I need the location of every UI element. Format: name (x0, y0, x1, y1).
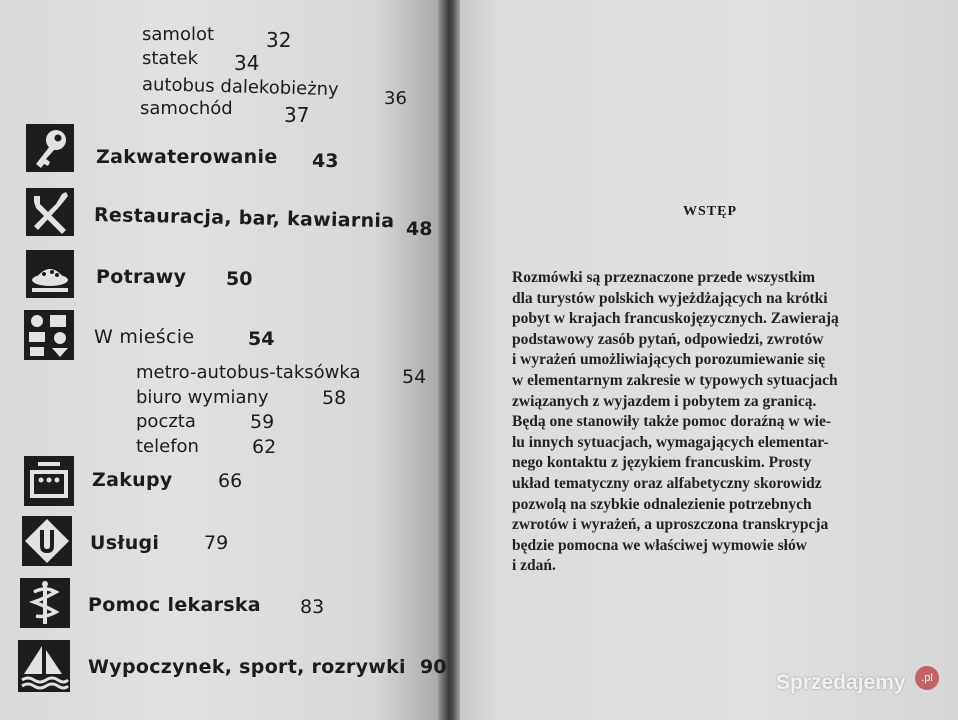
toc-entry-statek: statek (142, 48, 199, 69)
toc-page-metro: 54 (402, 366, 427, 388)
watermark-text: Sprzedajemy (776, 671, 906, 694)
city-icon (24, 310, 74, 360)
toc-page-restauracja: 48 (406, 218, 433, 240)
intro-paragraph (512, 268, 942, 577)
intro-line: będzie pomocna we właściwej wymowie słów (512, 536, 807, 554)
intro-line: Będą one stanowiły także pomoc doraźną w wie- (512, 413, 832, 431)
toc-sub-biuro: biuro wymiany (136, 387, 269, 408)
toc-section-uslugi: Usługi (90, 532, 160, 554)
toc-page-zakupy: 66 (218, 470, 243, 492)
intro-title: WSTĘP (683, 204, 738, 219)
intro-line: i wyrażeń umożliwiających porozumiewanie się (512, 351, 826, 369)
basket-icon (24, 456, 74, 506)
intro-line: lu innych sytuacjach, wymagających elementar- (512, 433, 829, 451)
toc-section-potrawy: Potrawy (96, 266, 187, 288)
toc-page-potrawy: 50 (226, 268, 253, 290)
intro-line: i zdań. (512, 557, 556, 575)
toc-page-pomoc-lekarska: 83 (300, 596, 325, 618)
toc-section-w-miescie: W mieście (94, 326, 195, 348)
intro-line: dla turystów polskich wyjeżdżających na krótki (512, 289, 828, 307)
toc-sub-telefon: telefon (136, 436, 199, 457)
caduceus-icon (20, 578, 70, 628)
toc-page-telefon: 62 (252, 436, 277, 458)
dish-icon (26, 250, 74, 298)
toc-page-samolot: 32 (266, 28, 292, 52)
intro-line: w elementarnym zakresie w typowych sytuacjach (512, 371, 838, 389)
intro-line: podstawowy zasób pytań, odpowiedzi, zwrotów (512, 330, 824, 348)
sailboat-icon (18, 640, 70, 692)
toc-section-zakwaterowanie: Zakwaterowanie (96, 146, 278, 168)
intro-line: nego kontaktu z językiem francuskim. Prosty (512, 454, 812, 472)
toc-page-wypoczynek: 90 (420, 656, 447, 678)
key-icon (26, 124, 74, 172)
toc-section-restauracja: Restauracja, bar, kawiarnia (93, 204, 395, 233)
toc-page-w-miescie: 54 (248, 328, 275, 350)
fork-knife-icon (26, 188, 74, 236)
services-icon (22, 516, 72, 566)
toc-sub-metro: metro-autobus-taksówka (136, 362, 361, 383)
intro-line: związanych z wyjazdem i pobytem za granicą. (512, 392, 817, 410)
intro-line: pobyt w krajach francuskojęzycznych. Zawierają (512, 310, 839, 328)
toc-page-samochod: 37 (284, 103, 310, 127)
intro-line: pozwolą na szybkie odnalezienie potrzebnych (512, 495, 812, 513)
toc-sub-poczta: poczta (136, 411, 196, 432)
toc-page-poczta: 59 (250, 411, 275, 433)
toc-page-autobus: 36 (384, 88, 407, 109)
toc-entry-samolot: samolot (142, 24, 215, 45)
toc-section-zakupy: Zakupy (92, 469, 173, 491)
watermark-badge: .pl (915, 666, 939, 690)
intro-line: Rozmówki są przeznaczone przede wszystkim (512, 269, 816, 286)
toc-page-uslugi: 79 (204, 532, 229, 554)
intro-line: układ tematyczny oraz alfabetyczny skorowidz (512, 474, 822, 492)
toc-page-zakwaterowanie: 43 (312, 150, 339, 172)
toc-entry-autobus: autobus dalekobieżny (141, 74, 339, 101)
toc-section-wypoczynek: Wypoczynek, sport, rozrywki (88, 656, 406, 678)
toc-page-biuro: 58 (322, 387, 347, 409)
intro-line: zwrotów i wyrażeń, a uproszczona transkrypcja (512, 516, 829, 534)
toc-section-pomoc-lekarska: Pomoc lekarska (88, 594, 261, 616)
toc-page-statek: 34 (234, 51, 260, 75)
toc-entry-samochod: samochód (140, 98, 233, 119)
book-gutter (438, 0, 462, 720)
